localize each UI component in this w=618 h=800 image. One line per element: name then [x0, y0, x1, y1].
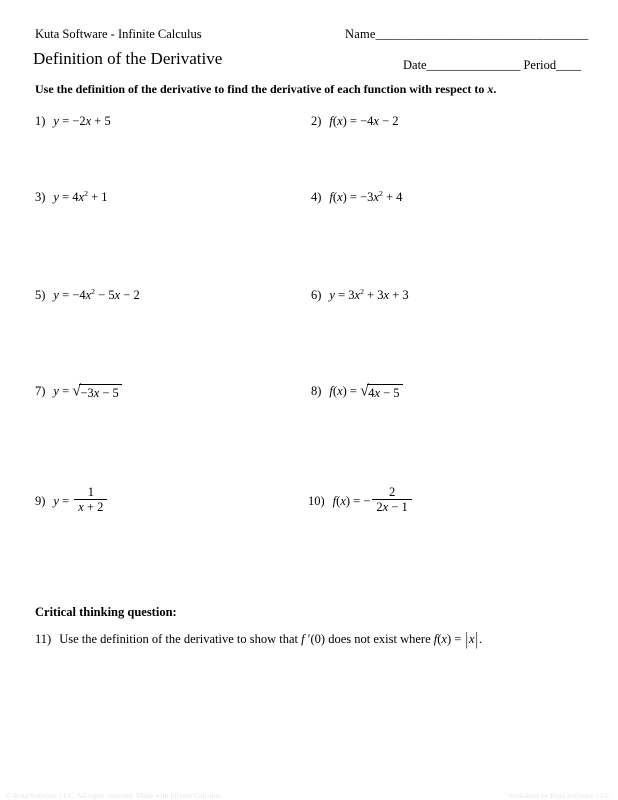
- instruction-line: Use the definition of the derivative to find the derivative of each function with respect to x.: [35, 82, 497, 96]
- problem-9: [35, 487, 109, 517]
- problem-3: [35, 189, 108, 205]
- problem-number: 2): [311, 114, 322, 128]
- problem-5: [35, 287, 140, 303]
- date-period-field: Date_______________ Period____: [403, 58, 582, 72]
- problem-formula: y = −2x + 5: [53, 114, 111, 128]
- critical-thinking-heading: Critical thinking question:: [35, 605, 177, 619]
- problem-7: [35, 384, 122, 401]
- footer-copyright: © Kuta Software LLC. All rights reserved. Made with Infinite Calculus.: [6, 791, 223, 800]
- problem-number: 6): [311, 288, 322, 303]
- problem-number: 10): [308, 494, 325, 509]
- problem-formula: y = $\frac{1}{x + 2}$: [53, 494, 109, 508]
- problem-formula: f(x) = −4x − 2: [329, 114, 399, 128]
- problem-number: 9): [35, 494, 46, 509]
- problem-number: 1): [35, 114, 46, 128]
- problem-formula: y = √ −3x − 5: [53, 384, 121, 398]
- problem-formula: $f(x) = -3x^2 + 4$: [329, 189, 403, 205]
- publisher-line: Kuta Software - Infinite Calculus: [35, 27, 202, 41]
- name-field: Name_________________________________: [345, 27, 589, 41]
- problem-formula: Use the definition of the derivative to show that f ′(0) does not exist where f(x) = |x|.: [59, 628, 483, 649]
- problem-number: 11): [35, 632, 52, 646]
- problem-number: 4): [311, 190, 322, 205]
- page-title: Definition of the Derivative: [33, 49, 223, 68]
- problem-2: [311, 114, 399, 129]
- problem-number: 5): [35, 288, 46, 303]
- problem-formula: f(x) = √ 4x − 5: [329, 384, 402, 398]
- problem-formula: $y = 4x^2 + 1$: [53, 189, 108, 205]
- problem-formula: $y = -4x^2 - 5x - 2$: [53, 287, 140, 303]
- problem-number: 3): [35, 190, 46, 205]
- problem-10: [308, 487, 414, 517]
- problem-6: [311, 287, 409, 303]
- problem-formula: f(x) = − $\frac{2}{2x - 1}$: [333, 494, 414, 508]
- footer-worksheet-credit: Worksheet by Kuta Software LLC: [507, 791, 610, 800]
- problem-1: [35, 114, 111, 129]
- problem-8: [311, 384, 403, 401]
- problem-11: [35, 628, 483, 649]
- problem-formula: $y = 3x^2 + 3x + 3$: [329, 287, 409, 303]
- problem-4: [311, 189, 402, 205]
- problem-number: 7): [35, 384, 46, 398]
- problem-number: 8): [311, 384, 322, 398]
